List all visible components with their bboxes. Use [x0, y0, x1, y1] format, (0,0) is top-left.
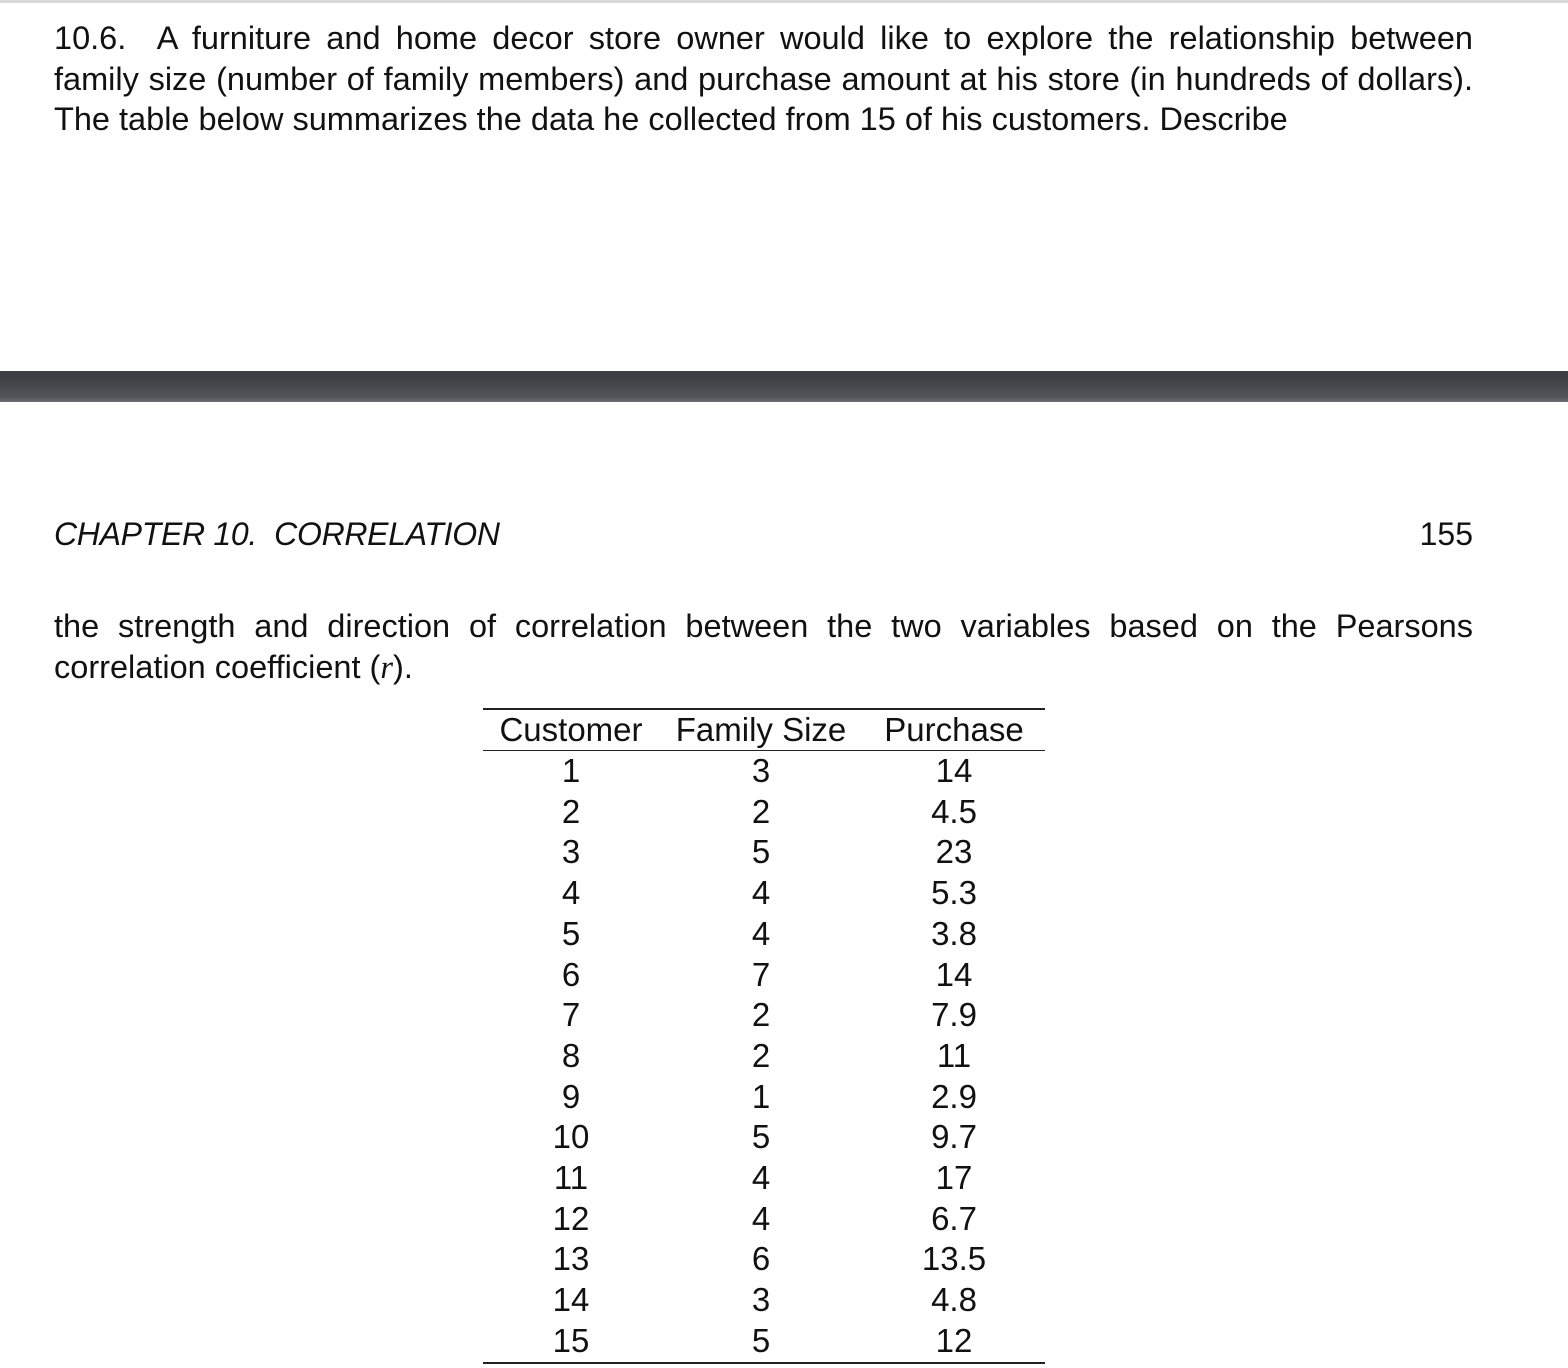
page-separator: [0, 371, 1568, 402]
cell-customer: 10: [552, 1118, 590, 1156]
table-row: [483, 832, 1045, 873]
cell-customer: 4: [561, 874, 581, 912]
cell-purchase: 6.7: [931, 1199, 977, 1237]
cell-purchase: 3.8: [931, 914, 977, 952]
table-body: [483, 751, 1045, 1363]
cell-customer: 14: [552, 1281, 590, 1319]
cell-customer: 12: [552, 1199, 590, 1237]
problem-continuation: [54, 606, 1473, 688]
cell-family-size: 4: [751, 1159, 771, 1197]
cell-purchase: 12: [863, 1321, 1045, 1363]
continuation-text: the strength and direction of correlation between the two variables based on the Pearsons correlation coefficient (: [54, 608, 1473, 685]
cell-customer: 8: [561, 1036, 581, 1074]
cell-family-size: 5: [659, 1321, 863, 1363]
table-row: [483, 1239, 1045, 1280]
cell-purchase: 9.7: [931, 1118, 977, 1156]
cell-customer: 7: [561, 996, 581, 1034]
cell-purchase: 23: [935, 833, 973, 871]
cell-purchase: 13.5: [921, 1240, 987, 1278]
table-row: [483, 955, 1045, 996]
cell-purchase: 17: [935, 1159, 973, 1197]
cell-family-size: 4: [751, 874, 771, 912]
cell-family-size: 4: [751, 914, 771, 952]
previous-page: [0, 3, 1568, 371]
cell-customer: 13: [552, 1240, 590, 1278]
table-row: [483, 1077, 1045, 1118]
table-row: [483, 914, 1045, 955]
chapter-running-head: CHAPTER 10. CORRELATION: [54, 516, 500, 552]
table-row: [483, 1199, 1045, 1240]
cell-family-size: 4: [751, 1199, 771, 1237]
table-row: [483, 873, 1045, 914]
cell-customer: 9: [561, 1077, 581, 1115]
continuation-end: ).: [393, 648, 413, 685]
problem-statement: [54, 18, 1473, 140]
cell-family-size: 1: [751, 1077, 771, 1115]
cell-customer: 15: [483, 1321, 659, 1363]
cell-purchase: 14: [935, 955, 973, 993]
table-row: [483, 1321, 1045, 1363]
table-row: [483, 995, 1045, 1036]
pearson-r-symbol: r: [380, 649, 394, 686]
table-row: [483, 1158, 1045, 1199]
cell-purchase: 14: [935, 752, 973, 789]
table-row: [483, 1280, 1045, 1321]
cell-customer: 6: [561, 955, 581, 993]
cell-purchase: 7.9: [931, 996, 977, 1034]
cell-family-size: 3: [751, 752, 771, 789]
cell-purchase: 4.8: [931, 1281, 977, 1319]
data-table: [483, 708, 1045, 1364]
cell-family-size: 5: [751, 1118, 771, 1156]
header-family-size: Family Size: [659, 709, 863, 751]
table-row: [483, 1117, 1045, 1158]
header-purchase: Purchase: [863, 709, 1045, 751]
cell-family-size: 5: [751, 833, 771, 871]
cell-family-size: 3: [751, 1281, 771, 1319]
page-number: 155: [1419, 516, 1473, 552]
cell-customer: 2: [561, 792, 581, 830]
table-row: [483, 1036, 1045, 1077]
cell-family-size: 2: [751, 792, 771, 830]
cell-customer: 1: [561, 752, 581, 789]
problem-text: A furniture and home decor store owner would like to explore the relationship between family size (number of family members) and purchase amount at his store (in hundreds of dollars). The table below summarizes the data he collected from 15 of his customers. Describe: [54, 20, 1473, 137]
table-row: [483, 792, 1045, 833]
cell-family-size: 6: [751, 1240, 771, 1278]
cell-family-size: 7: [751, 955, 771, 993]
problem-number: 10.6.: [54, 20, 127, 56]
cell-purchase: 5.3: [931, 874, 977, 912]
cell-family-size: 2: [751, 1036, 771, 1074]
cell-customer: 3: [561, 833, 581, 871]
table-row: [483, 751, 1045, 792]
table-header-row: [483, 709, 1045, 751]
cell-purchase: 2.9: [931, 1077, 977, 1115]
cell-family-size: 2: [751, 996, 771, 1034]
cell-purchase: 4.5: [931, 792, 977, 830]
cell-customer: 5: [561, 914, 581, 952]
header-customer: Customer: [483, 709, 659, 751]
cell-customer: 11: [553, 1159, 589, 1197]
cell-purchase: 11: [936, 1036, 972, 1074]
